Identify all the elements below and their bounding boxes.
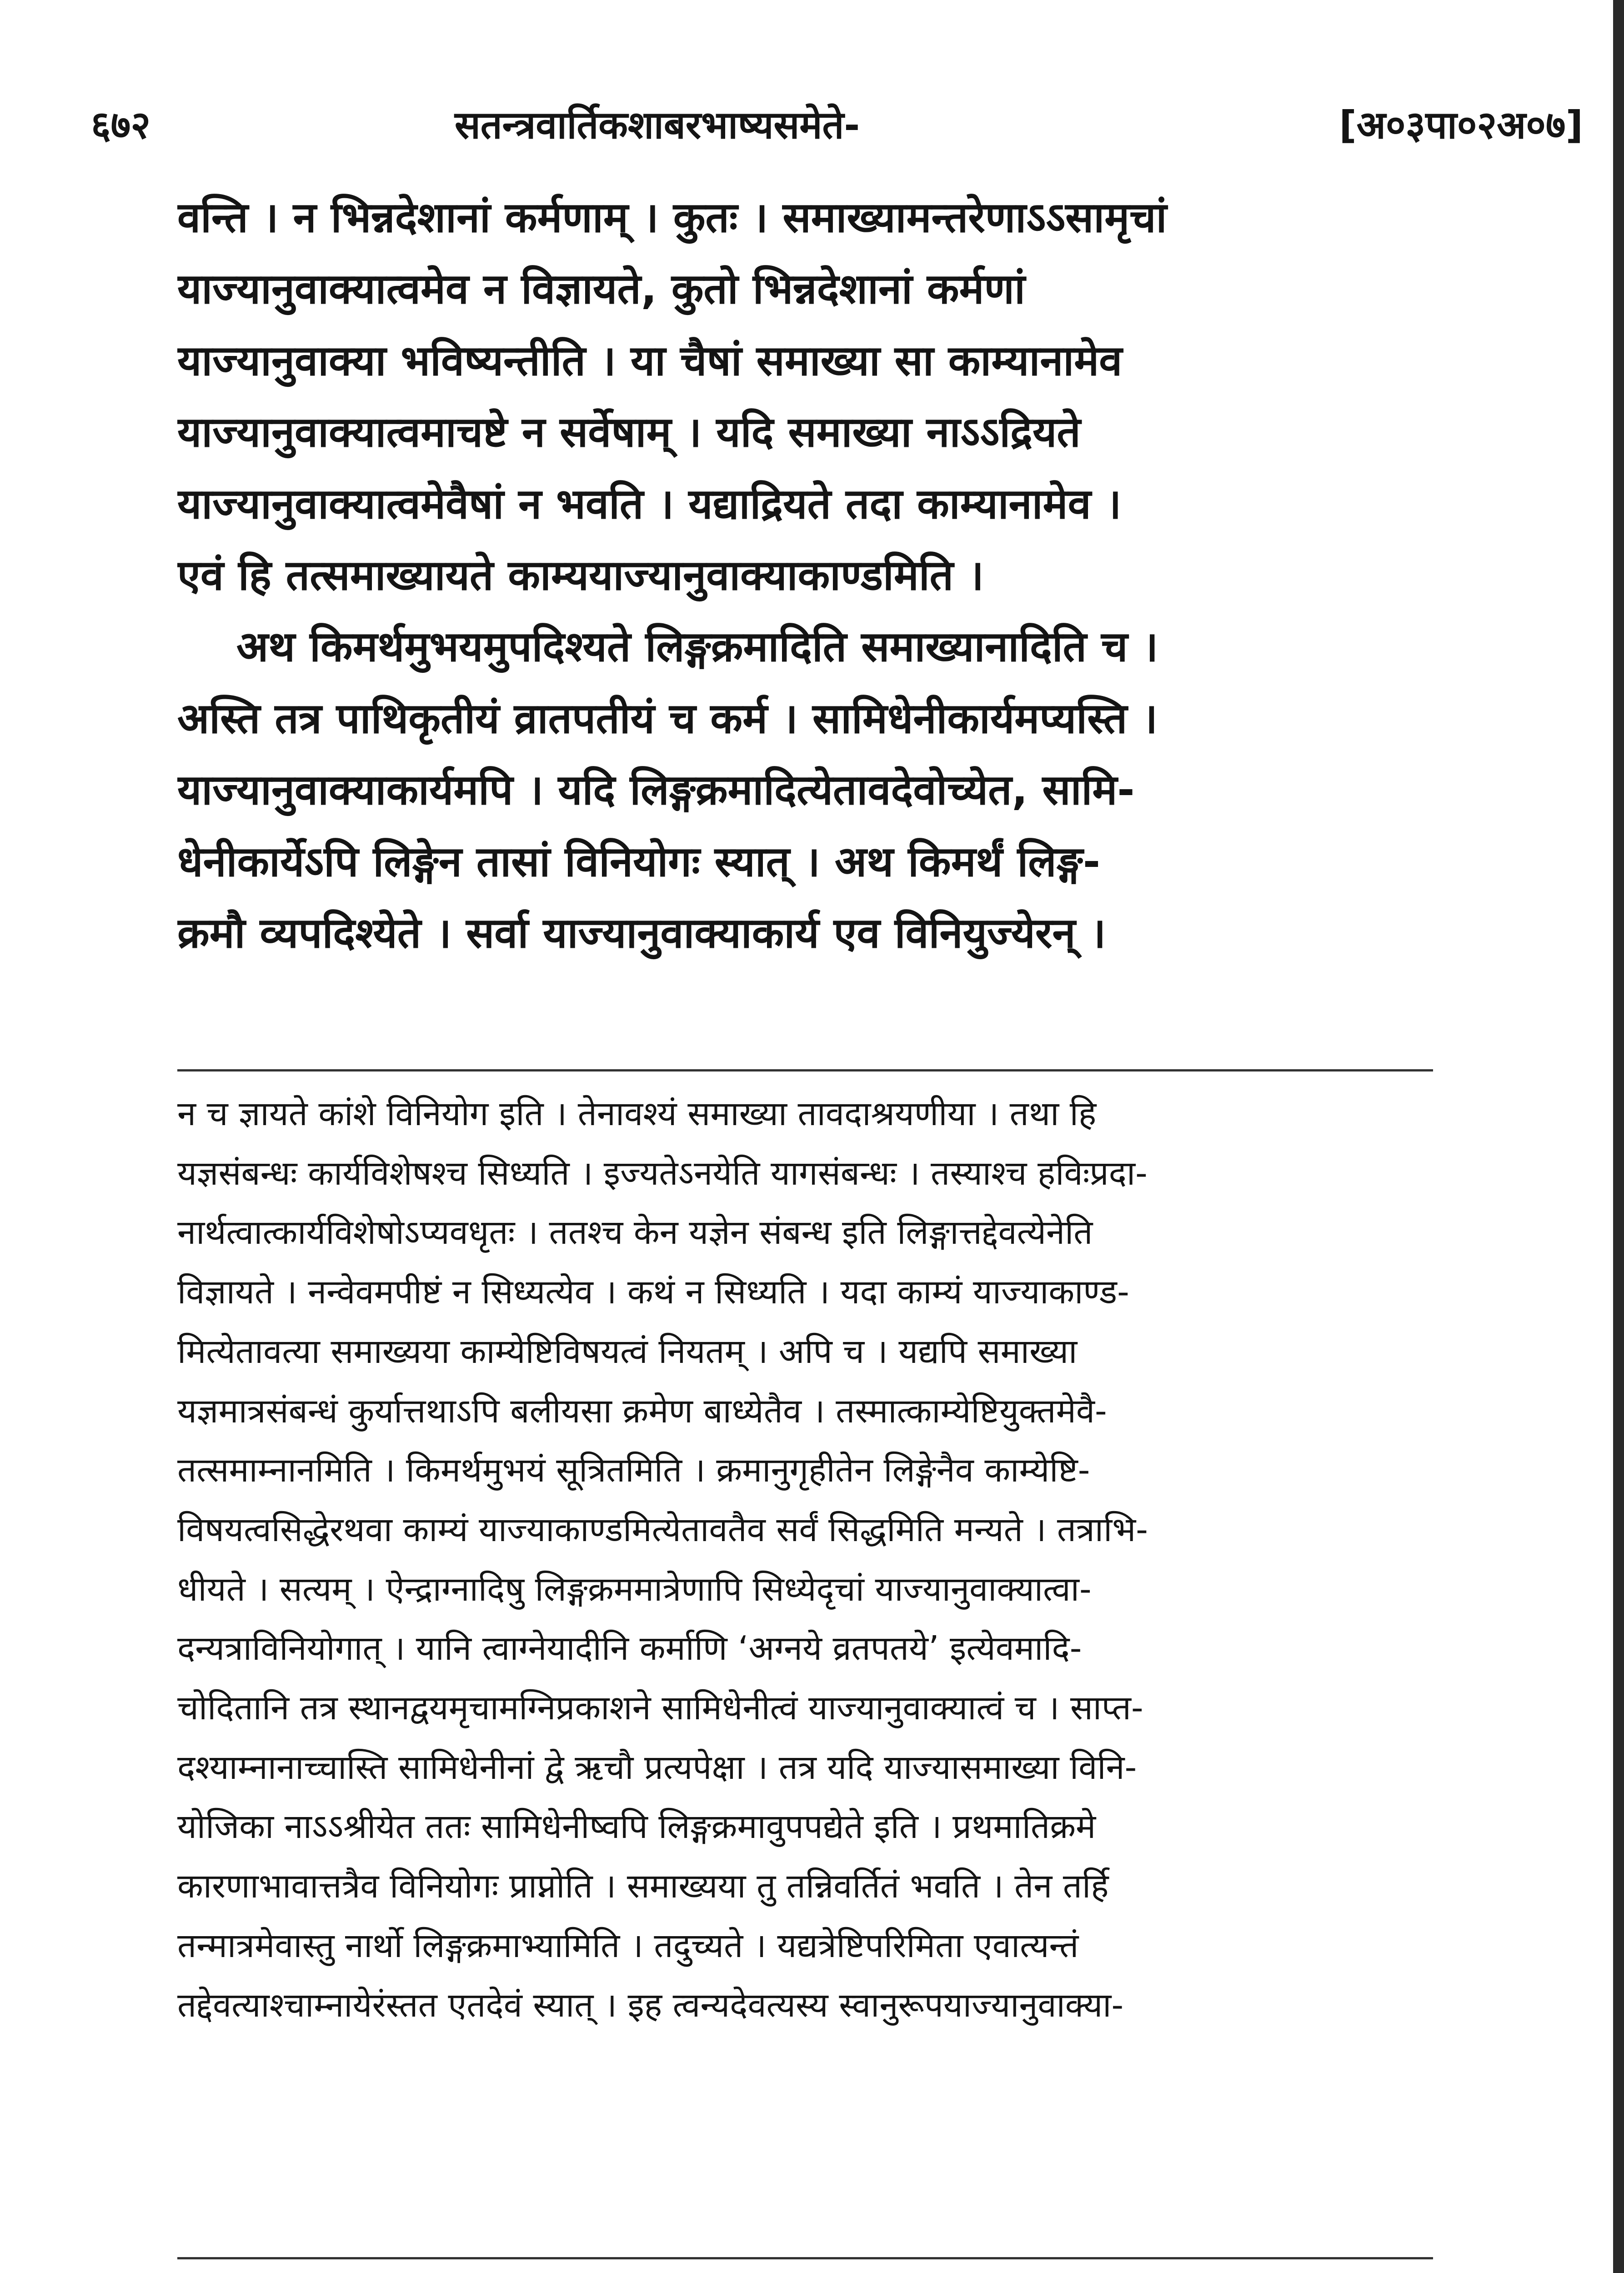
main-text-line: याज्यानुवाक्याकार्यमपि । यदि लिङ्गक्रमादित्येतावदेवोच्येत, सामि- bbox=[177, 766, 1135, 815]
commentary-line: विषयत्वसिद्धेरथवा काम्यं याज्याकाण्डमित्येतावतैव सर्वं सिद्धमिति मन्यते । तत्राभि- bbox=[177, 1510, 1148, 1549]
divider bbox=[177, 1069, 1433, 1071]
page-number: ६७२ bbox=[91, 103, 151, 147]
scan-edge bbox=[1613, 0, 1624, 2273]
commentary-line: यज्ञसंबन्धः कार्यविशेषश्च सिध्यति । इज्यतेऽनयेति यागसंबन्धः । तस्याश्च हविःप्रदा- bbox=[177, 1153, 1148, 1193]
main-text-line: धेनीकार्येऽपि लिङ्गेन तासां विनियोगः स्यात् । अथ किमर्थं लिङ्ग- bbox=[177, 837, 1101, 886]
commentary-line: धीयते । सत्यम् । ऐन्द्राग्नादिषु लिङ्गक्रममात्रेणापि सिध्येदृचां याज्यानुवाक्यात्वा- bbox=[177, 1569, 1092, 1609]
section-reference: [अ०३पा०२अ०७] bbox=[1339, 103, 1583, 147]
main-text-line: याज्यानुवाक्यात्वमेव न विज्ञायते, कुतो भिन्नदेशानां कर्मणां bbox=[177, 265, 1025, 314]
commentary-line: विज्ञायते । नन्वेवमपीष्टं न सिध्यत्येव । कथं न सिध्यति । यदा काम्यं याज्याकाण्ड- bbox=[177, 1272, 1129, 1312]
main-text-line: अस्ति तत्र पाथिकृतीयं व्रातपतीयं च कर्म । सामिधेनीकार्यमप्यस्ति । bbox=[177, 694, 1158, 743]
main-text-line: याज्यानुवाक्यात्वमेवैषां न भवति । यद्याद्रियते तदा काम्यानामेव । bbox=[177, 479, 1122, 528]
main-text-line: क्रमौ व्यपदिश्येते । सर्वा याज्यानुवाक्याकार्य एव विनियुज्येरन् । bbox=[177, 909, 1106, 958]
commentary-line: यज्ञमात्रसंबन्धं कुर्यात्तथाऽपि बलीयसा क्रमेण बाध्येतैव । तस्मात्काम्येष्टियुक्तमेवै- bbox=[177, 1391, 1107, 1431]
commentary-line: तत्समाम्नानमिति । किमर्थमुभयं सूत्रितमिति । क्रमानुगृहीतेन लिङ्गेनैव काम्येष्टि- bbox=[177, 1451, 1090, 1490]
commentary-line: चोदितानि तत्र स्थानद्वयमृचामग्निप्रकाशने सामिधेनीत्वं याज्यानुवाक्यात्वं च । साप्त- bbox=[177, 1688, 1143, 1728]
commentary-text bbox=[177, 1084, 1433, 2035]
main-text-line: याज्यानुवाक्या भविष्यन्तीति । या चैषां समाख्या सा काम्यानामेव bbox=[177, 336, 1123, 385]
commentary-line: मित्येतावत्या समाख्यया काम्येष्टिविषयत्वं नियतम् । अपि च । यद्यपि समाख्या bbox=[177, 1332, 1078, 1371]
running-title: सतन्त्रवार्तिकशाबरभाष्यसमेते- bbox=[455, 103, 860, 147]
commentary-line: दश्याम्नानाच्चास्ति सामिधेनीनां द्वे ऋचौ प्रत्यपेक्षा । तत्र यदि याज्यासमाख्या विनि- bbox=[177, 1747, 1137, 1787]
commentary-line: तन्मात्रमेवास्तु नार्थो लिङ्गक्रमाभ्यामिति । तदुच्यते । यद्यत्रेष्टिपरिमिता एवात्यन्तं bbox=[177, 1926, 1079, 1965]
commentary-line: न च ज्ञायते कांशे विनियोग इति । तेनावश्यं समाख्या तावदाश्रयणीया । तथा हि bbox=[177, 1094, 1097, 1133]
commentary-line: योजिका नाऽऽश्रीयेत ततः सामिधेनीष्वपि लिङ्गक्रमावुपपद्येते इति । प्रथमातिक्रमे bbox=[177, 1807, 1096, 1847]
commentary-line: तद्देवत्याश्चाम्नायेरंस्तत एतदेवं स्यात् । इह त्वन्यदेवत्यस्य स्वानुरूपयाज्यानुवाक्या- bbox=[177, 1985, 1124, 2025]
page-header bbox=[91, 91, 1583, 159]
main-text-line: एवं हि तत्समाख्यायते काम्ययाज्यानुवाक्याकाण्डमिति । bbox=[177, 551, 984, 600]
commentary-line: कारणाभावात्तत्रैव विनियोगः प्राप्नोति । समाख्यया तु तन्निवर्तितं भवति । तेन तर्हि bbox=[177, 1867, 1109, 1906]
main-text-line: याज्यानुवाक्यात्वमाचष्टे न सर्वेषाम् । यदि समाख्या नाऽऽद्रियते bbox=[177, 408, 1081, 457]
commentary-line: दन्यत्राविनियोगात् । यानि त्वाग्नेयादीनि कर्माणि ‘अग्नये व्रतपतये’ इत्येवमादि- bbox=[177, 1629, 1082, 1668]
main-text-line: वन्ति । न भिन्नदेशानां कर्मणाम् । कुतः । समाख्यामन्तरेणाऽऽसामृचां bbox=[177, 193, 1167, 242]
main-text bbox=[177, 182, 1433, 969]
commentary-line: नार्थत्वात्कार्यविशेषोऽप्यवधृतः । ततश्च केन यज्ञेन संबन्ध इति लिङ्गात्तद्देवत्येनेति bbox=[177, 1213, 1093, 1252]
divider bbox=[177, 2257, 1433, 2259]
main-text-line: अथ किमर्थमुभयमुपदिश्यते लिङ्गक्रमादिति समाख्यानादिति च । bbox=[236, 622, 1158, 671]
